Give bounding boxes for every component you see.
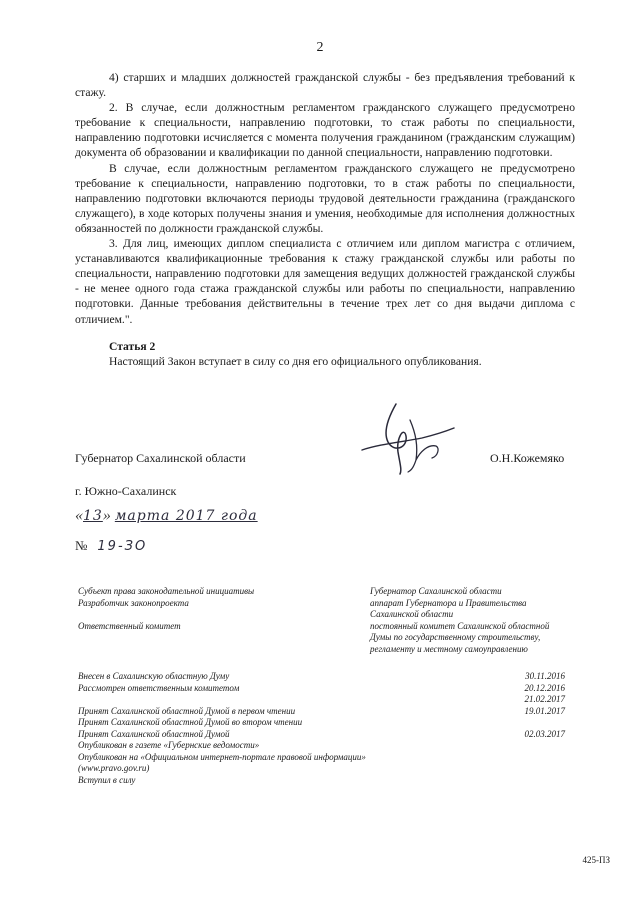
info-label: Субъект права законодательной инициативы [78, 586, 255, 596]
history-label: Вступил в силу [78, 774, 136, 785]
history-label: Внесен в Сахалинскую областную Думу [78, 671, 230, 681]
page-number: 2 [316, 40, 324, 55]
info-values [370, 586, 565, 655]
history-label: Принят Сахалинской областной Думой [78, 728, 230, 739]
document-body [75, 70, 575, 369]
paragraph: 4) старших и младших должностей гражданской службы - без предъявления требований к стажу. [75, 71, 575, 100]
history-date: 30.11.2016 [525, 671, 565, 681]
info-value: аппарат Губернатора и Правительства Сахалинской области [370, 597, 527, 619]
history-labels [78, 671, 558, 786]
signatory-name: О.Н.Кожемяко [490, 451, 565, 465]
date-month-year: марта 2017 года [114, 508, 258, 524]
article-heading: Статья 2 [109, 339, 156, 353]
history-date: 21.02.2017 [524, 694, 565, 704]
history-date: 19.01.2017 [524, 705, 565, 716]
history-label: Рассмотрен ответственным комитетом [78, 682, 240, 693]
history-label: Опубликован на «Официальном интернет-портале правовой информации» (www.pravo.gov.ru) [78, 751, 366, 773]
info-label: Разработчик законопроекта [78, 597, 189, 608]
info-labels [78, 586, 328, 632]
date-open-quote: « [75, 507, 83, 524]
history-date: 02.03.2017 [524, 728, 565, 739]
history-label: Принят Сахалинской областной Думой в первом чтении [78, 705, 296, 716]
info-value: постоянный комитет Сахалинской областной Думы по государственному строительству, регламенту и местному самоуправлению [370, 620, 550, 654]
paragraph: 3. Для лиц, имеющих диплом специалиста с отличием или диплом магистра с отличием, устанавливаются квалификационные требования к стажу гражданской службы или работы по специальности, направлению подготовки для замещения ведущих должностей гражданской службы - не менее одного года стажа гражданской службы или работы по специальности, направлению подготовки. Данные требования действительны в течение трех лет со дня выдачи диплома с отличием.". [75, 237, 575, 326]
history-label: Опубликован в газете «Губернские ведомости» [78, 740, 260, 750]
history-date: 20.12.2016 [524, 682, 565, 693]
law-number [75, 538, 147, 554]
signatory-position: Губернатор Сахалинской области [75, 451, 246, 465]
history-dates [505, 671, 565, 740]
date-close-quote: » [102, 507, 111, 524]
history-label: Принят Сахалинской областной Думой во втором чтении [78, 717, 303, 727]
info-value: Губернатор Сахалинской области [370, 586, 502, 596]
article-text: Настоящий Закон вступает в силу со дня его официального опубликования. [109, 354, 482, 368]
paragraph: В случае, если должностным регламентом гражданского служащего не предусмотрено требование к специальности, направлению подготовки, то в стаж работы по специальности, направлению подготовки включаются периоды трудовой деятельности гражданина (гражданского служащего), в ходе которых получены знания и умения, необходимые для исполнения должностных обязанностей по должности гражданской службы. [75, 161, 575, 235]
signing-date [75, 507, 258, 525]
date-day: 13 [83, 508, 103, 524]
info-label: Ответственный комитет [78, 620, 181, 631]
number-value: 19-ЗО [97, 539, 148, 554]
number-label: № [75, 538, 88, 553]
city-label: г. Южно-Сахалинск [75, 484, 177, 498]
paragraph: 2. В случае, если должностным регламентом гражданского служащего предусмотрено требование к специальности, направлению подготовки, то стаж работы по специальности, направлению подготовки исчисляется с момента получения гражданином (гражданским служащим) документа об образовании и квалификации по данной специальности, направлению подготовки. [75, 101, 575, 160]
handwritten-signature [358, 398, 468, 478]
document-code: 425-ПЗ [582, 855, 610, 865]
